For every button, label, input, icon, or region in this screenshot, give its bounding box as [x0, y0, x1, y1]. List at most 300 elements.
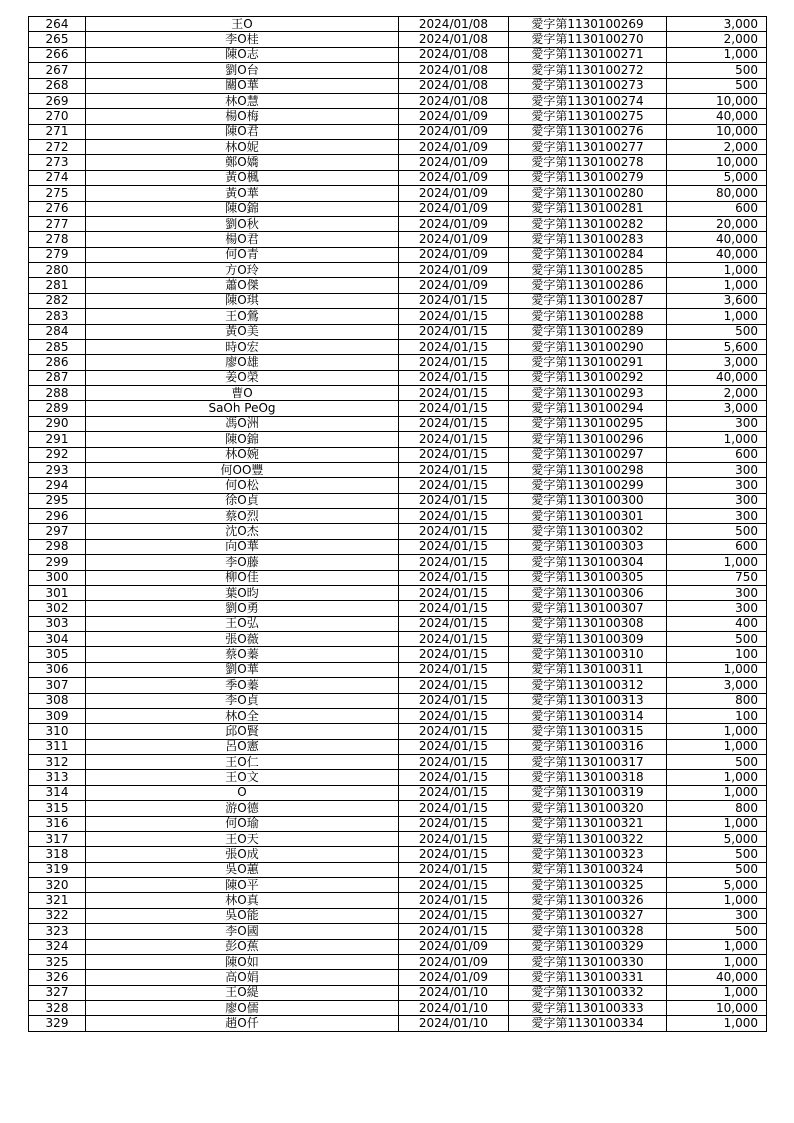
- row-number-cell: 324: [29, 939, 86, 954]
- donation-date-cell: 2024/01/09: [399, 939, 509, 954]
- row-number-cell: 299: [29, 555, 86, 570]
- row-number-cell: 288: [29, 386, 86, 401]
- receipt-number-cell: 愛字第1130100276: [509, 124, 667, 139]
- donor-name-cell: 何O瑜: [86, 816, 399, 831]
- donation-date-cell: 2024/01/15: [399, 724, 509, 739]
- row-number-cell: 316: [29, 816, 86, 831]
- receipt-number-cell: 愛字第1130100324: [509, 862, 667, 877]
- table-row: [29, 539, 767, 554]
- donation-date-cell: 2024/01/15: [399, 739, 509, 754]
- donation-date-cell: 2024/01/15: [399, 585, 509, 600]
- amount-cell: 1,000: [667, 985, 767, 1000]
- row-number-cell: 289: [29, 401, 86, 416]
- table-row: [29, 831, 767, 846]
- donation-date-cell: 2024/01/15: [399, 678, 509, 693]
- donor-name-cell: 姜O榮: [86, 370, 399, 385]
- donation-date-cell: 2024/01/09: [399, 155, 509, 170]
- row-number-cell: 266: [29, 47, 86, 62]
- table-row: [29, 170, 767, 185]
- amount-cell: 500: [667, 755, 767, 770]
- receipt-number-cell: 愛字第1130100328: [509, 924, 667, 939]
- receipt-number-cell: 愛字第1130100330: [509, 954, 667, 969]
- table-row: [29, 186, 767, 201]
- donation-date-cell: 2024/01/15: [399, 324, 509, 339]
- donor-name-cell: 吳O能: [86, 908, 399, 923]
- amount-cell: 1,000: [667, 939, 767, 954]
- donation-table: [28, 16, 767, 1032]
- table-row: [29, 878, 767, 893]
- donor-name-cell: 廖O儒: [86, 1001, 399, 1016]
- donation-date-cell: 2024/01/15: [399, 632, 509, 647]
- donor-name-cell: 劉O勇: [86, 601, 399, 616]
- donor-name-cell: 楊O梅: [86, 109, 399, 124]
- row-number-cell: 309: [29, 708, 86, 723]
- receipt-number-cell: 愛字第1130100333: [509, 1001, 667, 1016]
- donation-date-cell: 2024/01/09: [399, 124, 509, 139]
- receipt-number-cell: 愛字第1130100325: [509, 878, 667, 893]
- amount-cell: 800: [667, 801, 767, 816]
- table-row: [29, 1001, 767, 1016]
- table-row: [29, 662, 767, 677]
- donation-date-cell: 2024/01/15: [399, 893, 509, 908]
- receipt-number-cell: 愛字第1130100314: [509, 708, 667, 723]
- table-row: [29, 278, 767, 293]
- row-number-cell: 293: [29, 462, 86, 477]
- donor-name-cell: 林O妮: [86, 140, 399, 155]
- donation-date-cell: 2024/01/15: [399, 570, 509, 585]
- row-number-cell: 284: [29, 324, 86, 339]
- donor-name-cell: 高O娟: [86, 970, 399, 985]
- receipt-number-cell: 愛字第1130100285: [509, 263, 667, 278]
- donor-name-cell: 劉O台: [86, 63, 399, 78]
- donation-date-cell: 2024/01/15: [399, 293, 509, 308]
- amount-cell: 300: [667, 908, 767, 923]
- receipt-number-cell: 愛字第1130100306: [509, 585, 667, 600]
- amount-cell: 40,000: [667, 232, 767, 247]
- row-number-cell: 307: [29, 678, 86, 693]
- row-number-cell: 310: [29, 724, 86, 739]
- table-row: [29, 785, 767, 800]
- donor-name-cell: 黃O美: [86, 324, 399, 339]
- donor-name-cell: 王O鶯: [86, 309, 399, 324]
- amount-cell: 1,000: [667, 278, 767, 293]
- row-number-cell: 271: [29, 124, 86, 139]
- row-number-cell: 294: [29, 478, 86, 493]
- donation-date-cell: 2024/01/15: [399, 555, 509, 570]
- donation-table-body: [29, 17, 767, 1032]
- table-row: [29, 32, 767, 47]
- row-number-cell: 302: [29, 601, 86, 616]
- receipt-number-cell: 愛字第1130100308: [509, 616, 667, 631]
- table-row: [29, 155, 767, 170]
- receipt-number-cell: 愛字第1130100321: [509, 816, 667, 831]
- donation-date-cell: 2024/01/15: [399, 524, 509, 539]
- donor-name-cell: 陳O琪: [86, 293, 399, 308]
- amount-cell: 40,000: [667, 109, 767, 124]
- donor-name-cell: 何OO豐: [86, 462, 399, 477]
- donor-name-cell: 黃O楓: [86, 170, 399, 185]
- donor-name-cell: 陳O如: [86, 954, 399, 969]
- donor-name-cell: 季O蓁: [86, 678, 399, 693]
- table-row: [29, 509, 767, 524]
- row-number-cell: 308: [29, 693, 86, 708]
- amount-cell: 100: [667, 708, 767, 723]
- donation-date-cell: 2024/01/15: [399, 493, 509, 508]
- row-number-cell: 269: [29, 93, 86, 108]
- donation-date-cell: 2024/01/15: [399, 355, 509, 370]
- donation-date-cell: 2024/01/15: [399, 862, 509, 877]
- table-row: [29, 247, 767, 262]
- donor-name-cell: 蔡O蓁: [86, 647, 399, 662]
- donation-date-cell: 2024/01/15: [399, 785, 509, 800]
- amount-cell: 1,000: [667, 893, 767, 908]
- receipt-number-cell: 愛字第1130100319: [509, 785, 667, 800]
- receipt-number-cell: 愛字第1130100283: [509, 232, 667, 247]
- amount-cell: 1,000: [667, 662, 767, 677]
- amount-cell: 300: [667, 478, 767, 493]
- row-number-cell: 268: [29, 78, 86, 93]
- donation-date-cell: 2024/01/15: [399, 647, 509, 662]
- donation-date-cell: 2024/01/09: [399, 170, 509, 185]
- receipt-number-cell: 愛字第1130100271: [509, 47, 667, 62]
- row-number-cell: 278: [29, 232, 86, 247]
- row-number-cell: 317: [29, 831, 86, 846]
- row-number-cell: 303: [29, 616, 86, 631]
- amount-cell: 1,000: [667, 263, 767, 278]
- row-number-cell: 297: [29, 524, 86, 539]
- donor-name-cell: 陳O平: [86, 878, 399, 893]
- row-number-cell: 318: [29, 847, 86, 862]
- amount-cell: 10,000: [667, 155, 767, 170]
- row-number-cell: 305: [29, 647, 86, 662]
- amount-cell: 300: [667, 509, 767, 524]
- row-number-cell: 273: [29, 155, 86, 170]
- receipt-number-cell: 愛字第1130100292: [509, 370, 667, 385]
- donation-date-cell: 2024/01/15: [399, 509, 509, 524]
- row-number-cell: 327: [29, 985, 86, 1000]
- row-number-cell: 264: [29, 17, 86, 32]
- receipt-number-cell: 愛字第1130100300: [509, 493, 667, 508]
- row-number-cell: 328: [29, 1001, 86, 1016]
- donor-name-cell: 李O貞: [86, 693, 399, 708]
- donation-date-cell: 2024/01/15: [399, 601, 509, 616]
- donation-date-cell: 2024/01/15: [399, 908, 509, 923]
- table-row: [29, 263, 767, 278]
- row-number-cell: 281: [29, 278, 86, 293]
- amount-cell: 500: [667, 862, 767, 877]
- receipt-number-cell: 愛字第1130100295: [509, 416, 667, 431]
- donation-date-cell: 2024/01/15: [399, 755, 509, 770]
- amount-cell: 3,000: [667, 17, 767, 32]
- receipt-number-cell: 愛字第1130100327: [509, 908, 667, 923]
- donation-date-cell: 2024/01/15: [399, 708, 509, 723]
- table-row: [29, 293, 767, 308]
- receipt-number-cell: 愛字第1130100274: [509, 93, 667, 108]
- receipt-number-cell: 愛字第1130100282: [509, 216, 667, 231]
- receipt-number-cell: 愛字第1130100302: [509, 524, 667, 539]
- receipt-number-cell: 愛字第1130100329: [509, 939, 667, 954]
- row-number-cell: 320: [29, 878, 86, 893]
- receipt-number-cell: 愛字第1130100315: [509, 724, 667, 739]
- table-row: [29, 386, 767, 401]
- donor-name-cell: 邱O賢: [86, 724, 399, 739]
- donor-name-cell: 游O德: [86, 801, 399, 816]
- amount-cell: 300: [667, 585, 767, 600]
- table-row: [29, 585, 767, 600]
- donation-date-cell: 2024/01/15: [399, 416, 509, 431]
- receipt-number-cell: 愛字第1130100298: [509, 462, 667, 477]
- receipt-number-cell: 愛字第1130100297: [509, 447, 667, 462]
- donor-name-cell: 王O天: [86, 831, 399, 846]
- row-number-cell: 292: [29, 447, 86, 462]
- row-number-cell: 283: [29, 309, 86, 324]
- receipt-number-cell: 愛字第1130100301: [509, 509, 667, 524]
- donor-name-cell: 張O薇: [86, 632, 399, 647]
- row-number-cell: 319: [29, 862, 86, 877]
- amount-cell: 3,000: [667, 678, 767, 693]
- donation-date-cell: 2024/01/15: [399, 770, 509, 785]
- donor-name-cell: 林O真: [86, 893, 399, 908]
- row-number-cell: 267: [29, 63, 86, 78]
- donation-date-cell: 2024/01/15: [399, 339, 509, 354]
- donation-date-cell: 2024/01/15: [399, 693, 509, 708]
- donor-name-cell: 李O藤: [86, 555, 399, 570]
- amount-cell: 3,000: [667, 355, 767, 370]
- receipt-number-cell: 愛字第1130100312: [509, 678, 667, 693]
- row-number-cell: 326: [29, 970, 86, 985]
- table-row: [29, 216, 767, 231]
- receipt-number-cell: 愛字第1130100294: [509, 401, 667, 416]
- row-number-cell: 282: [29, 293, 86, 308]
- amount-cell: 3,600: [667, 293, 767, 308]
- amount-cell: 100: [667, 647, 767, 662]
- amount-cell: 10,000: [667, 1001, 767, 1016]
- receipt-number-cell: 愛字第1130100318: [509, 770, 667, 785]
- table-row: [29, 93, 767, 108]
- row-number-cell: 304: [29, 632, 86, 647]
- donation-date-cell: 2024/01/08: [399, 63, 509, 78]
- amount-cell: 600: [667, 447, 767, 462]
- row-number-cell: 300: [29, 570, 86, 585]
- receipt-number-cell: 愛字第1130100296: [509, 432, 667, 447]
- donor-name-cell: 呂O憲: [86, 739, 399, 754]
- donation-date-cell: 2024/01/09: [399, 186, 509, 201]
- donor-name-cell: 李O桂: [86, 32, 399, 47]
- donor-name-cell: 王O: [86, 17, 399, 32]
- donor-name-cell: 何O青: [86, 247, 399, 262]
- amount-cell: 2,000: [667, 140, 767, 155]
- amount-cell: 1,000: [667, 1016, 767, 1031]
- donor-name-cell: 張O成: [86, 847, 399, 862]
- table-row: [29, 63, 767, 78]
- table-row: [29, 647, 767, 662]
- donor-name-cell: 時O宏: [86, 339, 399, 354]
- donor-name-cell: 彭O蕉: [86, 939, 399, 954]
- donor-name-cell: 何O松: [86, 478, 399, 493]
- row-number-cell: 280: [29, 263, 86, 278]
- table-row: [29, 370, 767, 385]
- table-row: [29, 478, 767, 493]
- table-row: [29, 462, 767, 477]
- amount-cell: 300: [667, 493, 767, 508]
- receipt-number-cell: 愛字第1130100307: [509, 601, 667, 616]
- donor-name-cell: 關O華: [86, 78, 399, 93]
- donation-date-cell: 2024/01/15: [399, 847, 509, 862]
- amount-cell: 40,000: [667, 370, 767, 385]
- amount-cell: 300: [667, 416, 767, 431]
- receipt-number-cell: 愛字第1130100281: [509, 201, 667, 216]
- receipt-number-cell: 愛字第1130100291: [509, 355, 667, 370]
- donation-date-cell: 2024/01/15: [399, 831, 509, 846]
- amount-cell: 1,000: [667, 432, 767, 447]
- row-number-cell: 285: [29, 339, 86, 354]
- table-row: [29, 954, 767, 969]
- amount-cell: 1,000: [667, 954, 767, 969]
- amount-cell: 3,000: [667, 401, 767, 416]
- table-row: [29, 893, 767, 908]
- amount-cell: 1,000: [667, 724, 767, 739]
- table-row: [29, 109, 767, 124]
- donor-name-cell: 蔡O烈: [86, 509, 399, 524]
- row-number-cell: 315: [29, 801, 86, 816]
- amount-cell: 1,000: [667, 555, 767, 570]
- donation-date-cell: 2024/01/15: [399, 401, 509, 416]
- row-number-cell: 295: [29, 493, 86, 508]
- donation-date-cell: 2024/01/10: [399, 1001, 509, 1016]
- amount-cell: 400: [667, 616, 767, 631]
- donor-name-cell: 方O玲: [86, 263, 399, 278]
- row-number-cell: 287: [29, 370, 86, 385]
- row-number-cell: 322: [29, 908, 86, 923]
- donation-date-cell: 2024/01/15: [399, 616, 509, 631]
- donor-name-cell: 趙O仟: [86, 1016, 399, 1031]
- amount-cell: 20,000: [667, 216, 767, 231]
- receipt-number-cell: 愛字第1130100303: [509, 539, 667, 554]
- donation-date-cell: 2024/01/15: [399, 924, 509, 939]
- donation-date-cell: 2024/01/15: [399, 432, 509, 447]
- donation-date-cell: 2024/01/15: [399, 878, 509, 893]
- table-row: [29, 432, 767, 447]
- donation-date-cell: 2024/01/08: [399, 78, 509, 93]
- donor-name-cell: 陳O錦: [86, 432, 399, 447]
- receipt-number-cell: 愛字第1130100304: [509, 555, 667, 570]
- donor-name-cell: 馮O洲: [86, 416, 399, 431]
- donation-date-cell: 2024/01/09: [399, 954, 509, 969]
- table-row: [29, 401, 767, 416]
- donor-name-cell: 陳O志: [86, 47, 399, 62]
- receipt-number-cell: 愛字第1130100311: [509, 662, 667, 677]
- donation-date-cell: 2024/01/09: [399, 278, 509, 293]
- table-row: [29, 416, 767, 431]
- amount-cell: 40,000: [667, 970, 767, 985]
- donor-name-cell: 沈O杰: [86, 524, 399, 539]
- receipt-number-cell: 愛字第1130100323: [509, 847, 667, 862]
- receipt-number-cell: 愛字第1130100293: [509, 386, 667, 401]
- donor-name-cell: 林O慧: [86, 93, 399, 108]
- donation-date-cell: 2024/01/08: [399, 32, 509, 47]
- donor-name-cell: O: [86, 785, 399, 800]
- row-number-cell: 274: [29, 170, 86, 185]
- amount-cell: 500: [667, 632, 767, 647]
- receipt-number-cell: 愛字第1130100278: [509, 155, 667, 170]
- table-row: [29, 140, 767, 155]
- donor-name-cell: SaOh PeOg: [86, 401, 399, 416]
- donation-date-cell: 2024/01/15: [399, 309, 509, 324]
- amount-cell: 500: [667, 324, 767, 339]
- donation-date-cell: 2024/01/09: [399, 970, 509, 985]
- table-row: [29, 447, 767, 462]
- row-number-cell: 277: [29, 216, 86, 231]
- donation-date-cell: 2024/01/15: [399, 478, 509, 493]
- donor-name-cell: 王O弘: [86, 616, 399, 631]
- donor-name-cell: 黃O華: [86, 186, 399, 201]
- amount-cell: 5,000: [667, 831, 767, 846]
- donation-date-cell: 2024/01/10: [399, 985, 509, 1000]
- amount-cell: 80,000: [667, 186, 767, 201]
- donor-name-cell: 吳O蕙: [86, 862, 399, 877]
- amount-cell: 40,000: [667, 247, 767, 262]
- receipt-number-cell: 愛字第1130100290: [509, 339, 667, 354]
- receipt-number-cell: 愛字第1130100279: [509, 170, 667, 185]
- row-number-cell: 312: [29, 755, 86, 770]
- donation-date-cell: 2024/01/15: [399, 386, 509, 401]
- table-row: [29, 124, 767, 139]
- row-number-cell: 270: [29, 109, 86, 124]
- table-row: [29, 739, 767, 754]
- donor-name-cell: 王O仁: [86, 755, 399, 770]
- donation-date-cell: 2024/01/15: [399, 447, 509, 462]
- table-row: [29, 1016, 767, 1031]
- amount-cell: 1,000: [667, 816, 767, 831]
- table-row: [29, 693, 767, 708]
- amount-cell: 300: [667, 462, 767, 477]
- donation-date-cell: 2024/01/15: [399, 816, 509, 831]
- table-row: [29, 801, 767, 816]
- amount-cell: 1,000: [667, 739, 767, 754]
- table-row: [29, 862, 767, 877]
- donation-date-cell: 2024/01/09: [399, 247, 509, 262]
- row-number-cell: 265: [29, 32, 86, 47]
- row-number-cell: 279: [29, 247, 86, 262]
- donation-date-cell: 2024/01/08: [399, 17, 509, 32]
- table-row: [29, 555, 767, 570]
- row-number-cell: 291: [29, 432, 86, 447]
- table-row: [29, 601, 767, 616]
- amount-cell: 5,600: [667, 339, 767, 354]
- donation-date-cell: 2024/01/09: [399, 109, 509, 124]
- table-row: [29, 78, 767, 93]
- amount-cell: 1,000: [667, 309, 767, 324]
- donation-date-cell: 2024/01/09: [399, 201, 509, 216]
- row-number-cell: 290: [29, 416, 86, 431]
- donor-name-cell: 廖O雄: [86, 355, 399, 370]
- receipt-number-cell: 愛字第1130100273: [509, 78, 667, 93]
- row-number-cell: 272: [29, 140, 86, 155]
- donation-date-cell: 2024/01/15: [399, 370, 509, 385]
- amount-cell: 10,000: [667, 93, 767, 108]
- row-number-cell: 296: [29, 509, 86, 524]
- receipt-number-cell: 愛字第1130100334: [509, 1016, 667, 1031]
- amount-cell: 5,000: [667, 878, 767, 893]
- table-row: [29, 616, 767, 631]
- donor-name-cell: 楊O君: [86, 232, 399, 247]
- donation-date-cell: 2024/01/15: [399, 462, 509, 477]
- row-number-cell: 286: [29, 355, 86, 370]
- row-number-cell: 325: [29, 954, 86, 969]
- donor-name-cell: 劉O華: [86, 662, 399, 677]
- table-row: [29, 924, 767, 939]
- receipt-number-cell: 愛字第1130100313: [509, 693, 667, 708]
